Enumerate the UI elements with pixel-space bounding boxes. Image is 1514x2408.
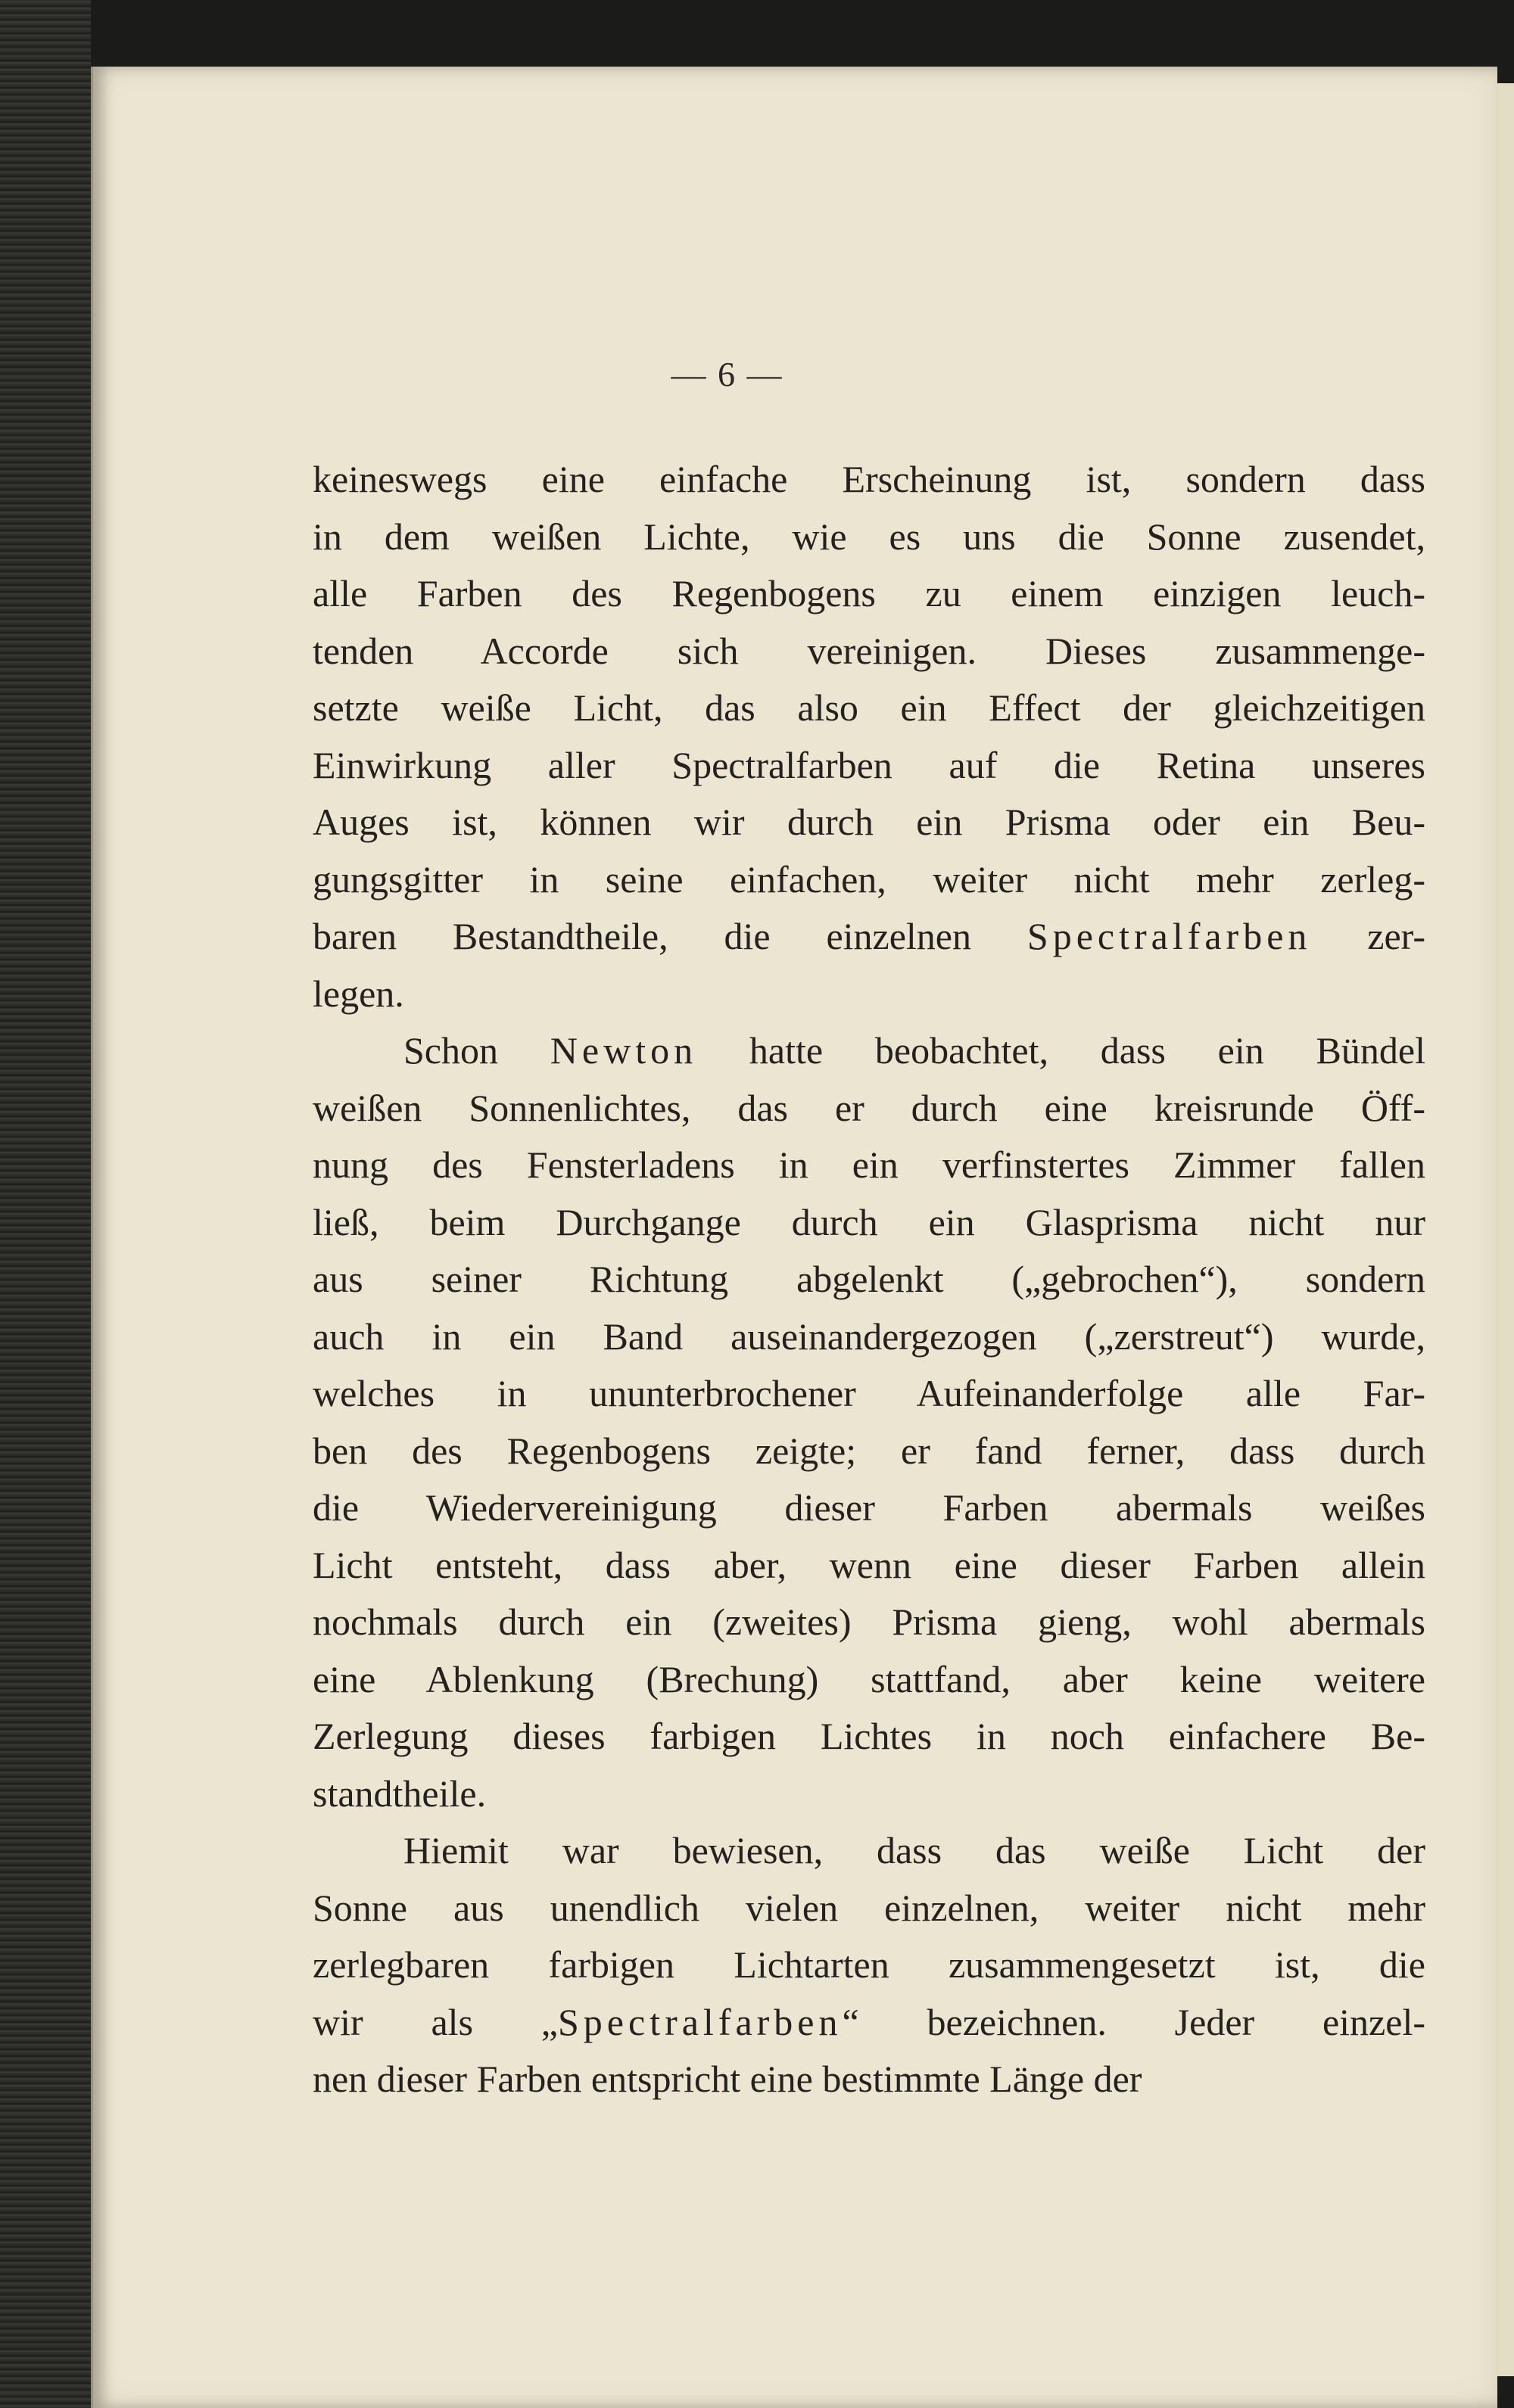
text-line: [313, 1994, 1425, 2052]
text-line: Auges ist, können wir durch ein Prisma oder ein Beu-: [313, 801, 1425, 843]
body-text: [313, 451, 1425, 2108]
line-segment: “ bezeichnen. Jeder einzel-: [842, 2000, 1425, 2043]
text-line: keineswegs eine einfache Erscheinung ist, sondern dass: [313, 458, 1425, 500]
text-line: nochmals durch ein (zweites) Prisma gieng, wohl abermals: [313, 1601, 1425, 1643]
emphasized-term: Spectralfarben: [558, 2000, 843, 2043]
line-segment: zer-: [1311, 915, 1425, 957]
text-line: legen.: [313, 972, 404, 1015]
text-line: welches in ununterbrochener Aufeinanderfolge alle Far-: [313, 1372, 1425, 1414]
text-line: [313, 1022, 1425, 1080]
text-line: Sonne aus unendlich vielen einzelnen, weiter nicht mehr: [313, 1886, 1425, 1929]
paragraph: [313, 1022, 1425, 1822]
text-line: auch in ein Band auseinandergezogen („zerstreut“) wurde,: [313, 1314, 1425, 1358]
text-line: Zerlegung dieses farbigen Lichtes in noch einfachere Be-: [313, 1715, 1425, 1757]
book-page: [91, 67, 1497, 2408]
text-line: aus seiner Richtung abgelenkt („gebrochen“), sondern: [313, 1258, 1425, 1300]
text-line: setzte weiße Licht, das also ein Effect der gleichzeitigen: [313, 686, 1425, 729]
line-segment: Schon: [403, 1029, 550, 1072]
text-line: zerlegbaren farbigen Lichtarten zusammengesetzt ist, die: [313, 1943, 1425, 1986]
line-segment: baren Bestandtheile, die einzelnen: [313, 915, 1027, 957]
text-line: Einwirkung aller Spectralfarben auf die Retina unseres: [313, 743, 1425, 786]
text-line: in dem weißen Lichte, wie es uns die Sonne zusendet,: [313, 515, 1425, 558]
text-line: gungsgitter in seine einfachen, weiter nicht mehr zerleg-: [313, 857, 1425, 901]
text-line: alle Farben des Regenbogens zu einem einzigen leuch-: [313, 572, 1425, 614]
emphasized-term: Spectralfarben: [1026, 915, 1312, 957]
text-line: [313, 908, 1425, 966]
text-line: tenden Accorde sich vereinigen. Dieses zusammenge-: [313, 629, 1425, 672]
line-segment: wir als „: [313, 2000, 558, 2043]
paragraph: [313, 1822, 1425, 2108]
text-line: standtheile.: [313, 1772, 487, 1815]
text-line: Licht entsteht, dass aber, wenn eine dieser Farben allein: [313, 1543, 1425, 1586]
text-line: nung des Fensterladens in ein verfinstertes Zimmer fallen: [313, 1143, 1425, 1186]
text-line: eine Ablenkung (Brechung) stattfand, aber keine weitere: [313, 1657, 1425, 1700]
line-segment: hatte beobachtet, dass ein Bündel: [697, 1029, 1425, 1072]
text-line: ben des Regenbogens zeigte; er fand ferner, dass durch: [313, 1429, 1425, 1472]
text-line: nen dieser Farben entspricht eine bestimmte Länge der: [313, 2058, 1142, 2100]
emphasized-term: Newton: [550, 1029, 698, 1072]
page-number: — 6 —: [671, 355, 783, 394]
paragraph: [313, 451, 1425, 1022]
text-line: die Wiedervereinigung dieser Farben abermals weißes: [313, 1486, 1425, 1529]
text-line: weißen Sonnenlichtes, das er durch eine kreisrunde Öff-: [313, 1086, 1425, 1129]
text-line: ließ, beim Durchgange durch ein Glasprisma nicht nur: [313, 1200, 1425, 1243]
text-line: Hiemit war bewiesen, dass das weiße Licht der: [403, 1829, 1425, 1871]
